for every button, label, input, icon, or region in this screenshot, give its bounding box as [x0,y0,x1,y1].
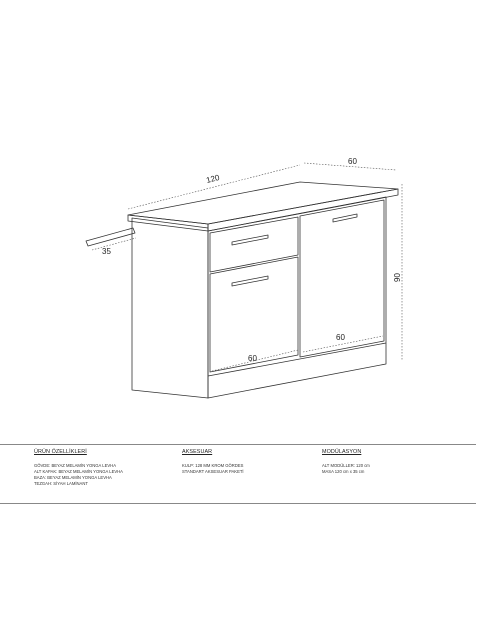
left-door-width-label: 60 [248,354,257,363]
cabinet-front [208,197,386,398]
product-feature-line: BAZA: BEYAZ MELAMİN YONGA LEVHA [34,475,112,481]
right-door-handle [333,214,357,222]
modulation-title: MODÜLASYON [322,449,362,455]
product-features-column [34,449,174,487]
right-door-width-label: 60 [336,333,345,342]
modulation-line: ALT MODÜLLER: 120 cm [322,463,370,468]
countertop-front-edge [208,189,398,231]
modulation-line: MASA 120 cm x 35 cm [322,469,365,475]
accessory-line: STANDART AKSESUAR PAKETİ [182,469,244,475]
height-label: 90 [393,273,402,282]
depth-label: 60 [348,157,357,166]
product-feature-line: TEZGAH: SİYAH LAMİNANT [34,481,88,487]
drawer-handle [232,235,268,245]
accessory-column [182,449,312,475]
table-depth-label: 35 [102,247,111,256]
cabinet-left-side [132,218,208,398]
specs-top-rule [0,444,476,445]
left-door-handle [232,276,268,286]
specs-bottom-rule [0,503,476,504]
product-feature-line: ALT KAPAK: BEYAZ MELAMİN YONGA LEVHA [34,469,123,475]
product-feature-line: GÖVDE: BEYAZ MELAMİN YONGA LEVHA [34,463,116,468]
pullout-table [86,228,135,246]
accessory-line: KULP: 128 MM KROM GÖRDES [182,463,244,468]
plinth-line [208,343,386,376]
accessory-title: AKSESUAR [182,449,213,455]
table-depth-dimension-line [92,238,136,250]
modulation-column [322,449,452,475]
width-label: 120 [205,172,221,185]
drawer-front [210,217,298,272]
product-features-title: ÜRÜN ÖZELLİKLERİ [34,449,87,455]
specs-section [0,444,500,504]
